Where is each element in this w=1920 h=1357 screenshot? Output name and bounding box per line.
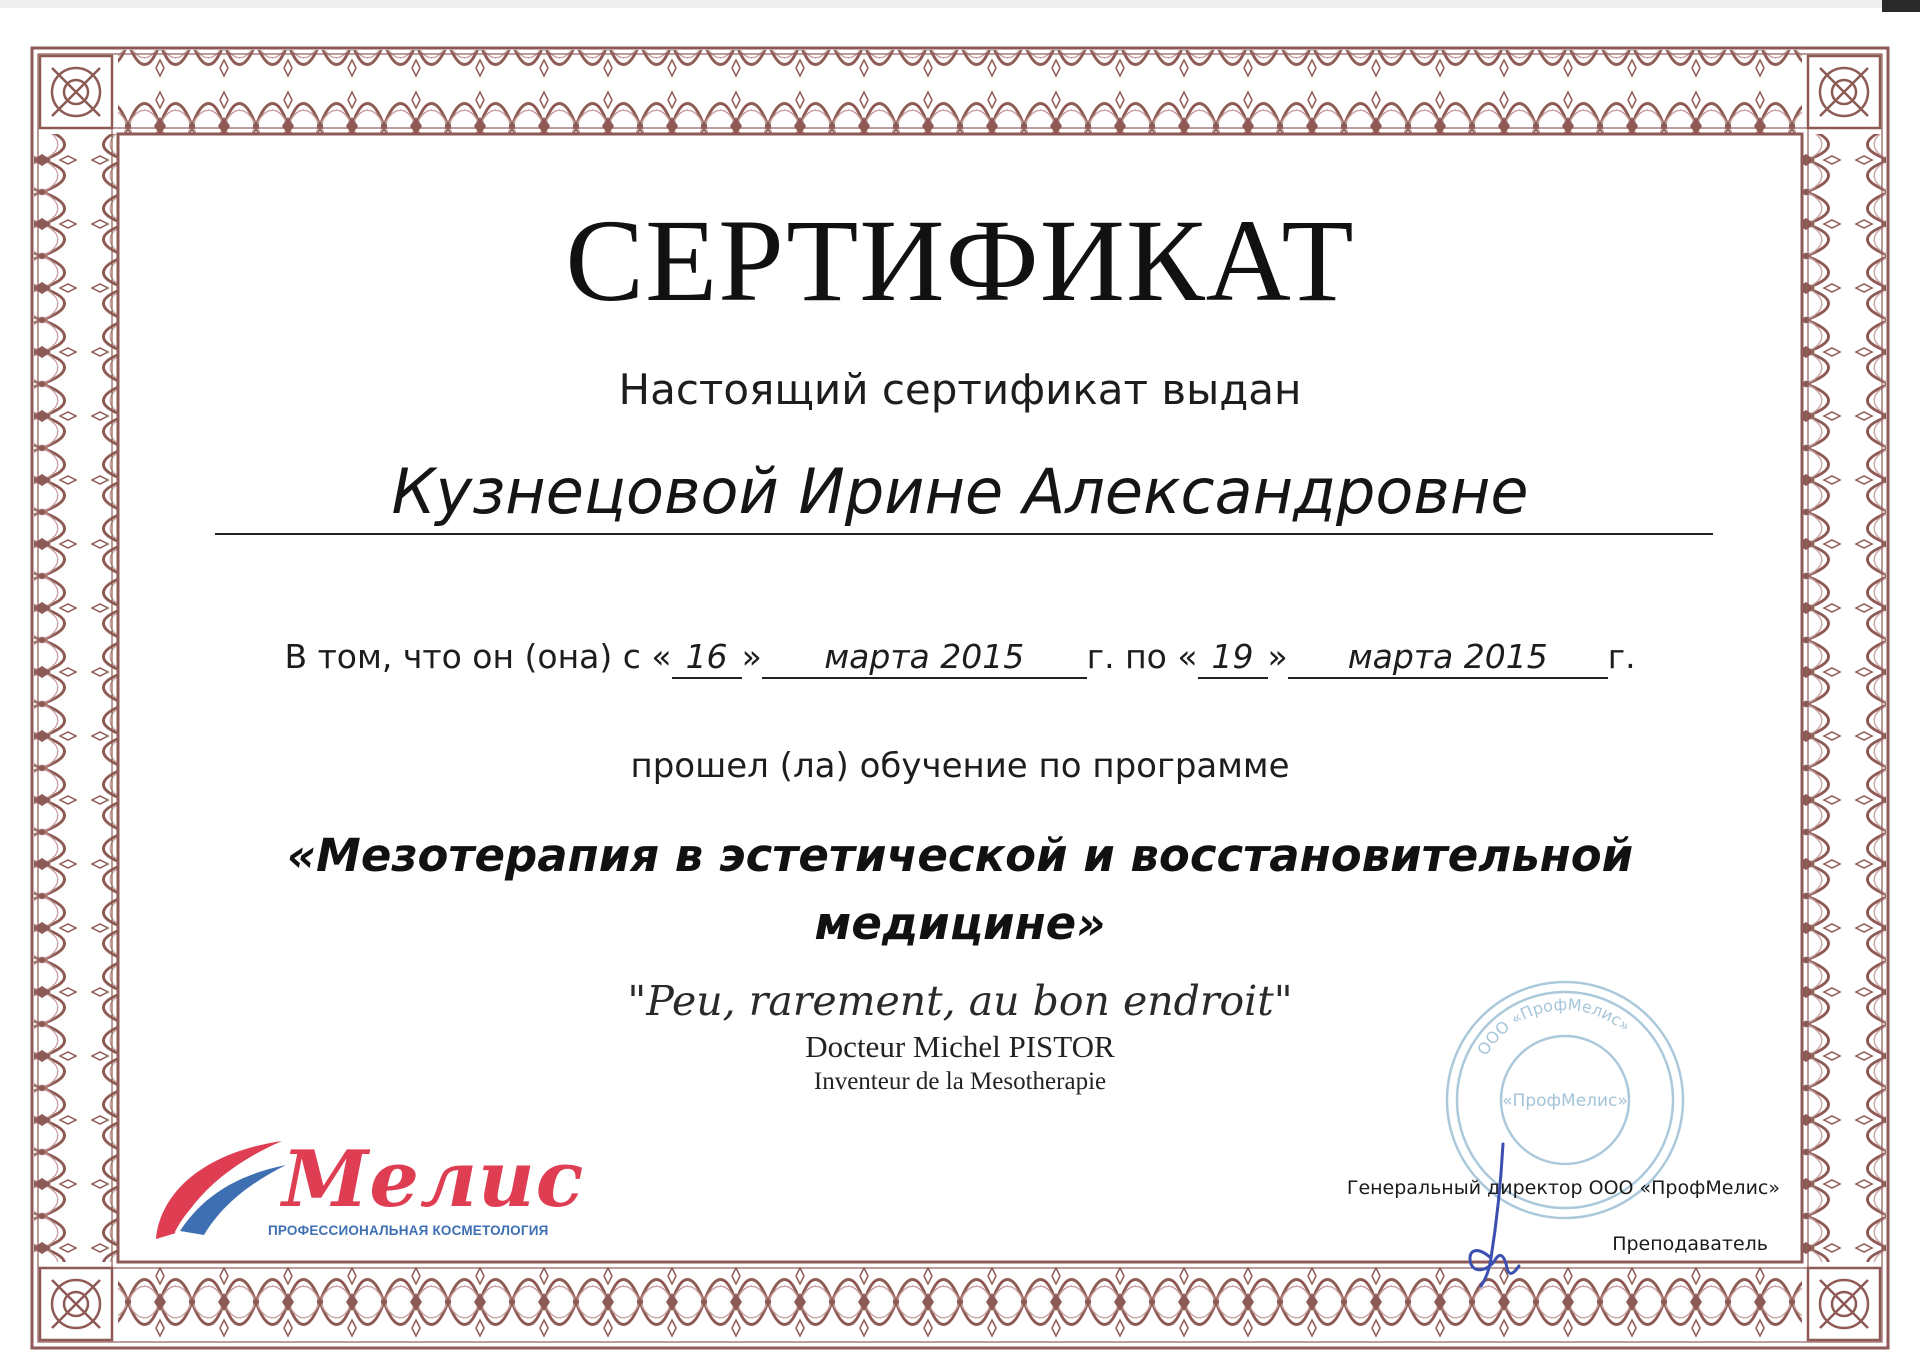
training-dates [0, 627, 1920, 687]
stamp-center-text: «ПрофМелис» [1502, 1091, 1628, 1111]
start-month-year: марта 2015 [762, 637, 1087, 679]
director-caption: Генеральный директор ООО «ПрофМелис» [1346, 1177, 1780, 1199]
melis-logo [150, 1134, 585, 1245]
dates-quote-close-2: » [1267, 637, 1288, 676]
program-title-line-1: «Мезотерапия в эстетической и восстановительной [286, 829, 1634, 882]
start-day: 16 [672, 637, 742, 679]
stamp-ring-text: ООО «ПрофМелис» [1473, 994, 1635, 1059]
dates-quote-close-1: » [741, 637, 762, 676]
certificate-title: СЕРТИФИКАТ [565, 195, 1355, 326]
end-month-year: марта 2015 [1288, 637, 1608, 679]
end-day: 19 [1198, 637, 1268, 679]
logo-tagline: ПРОФЕССИОНАЛЬНАЯ КОСМЕТОЛОГИЯ [268, 1223, 549, 1238]
dates-suffix: г. [1607, 637, 1636, 676]
trained-text: прошел (ла) обучение по программе [630, 746, 1290, 786]
quote-author-role: Inventeur de la Mesotherapie [813, 1068, 1107, 1095]
quote-author: Docteur Michel PISTOR [805, 1029, 1115, 1064]
program-title [0, 822, 1920, 958]
teacher-caption: Преподаватель [1612, 1233, 1768, 1255]
quote: "Peu, rarement, au bon endroit" [627, 977, 1293, 1025]
recipient-name: Кузнецовой Ирине Александровне [391, 455, 1529, 528]
logo-wordmark: Мелис [282, 1134, 585, 1225]
program-title-line-2: медицине» [814, 897, 1106, 950]
dates-middle: г. по « [1086, 637, 1198, 676]
certificate-subtitle: Настоящий сертификат выдан [618, 365, 1302, 414]
signature [1455, 1140, 1545, 1290]
dates-prefix: В том, что он (она) с « [284, 637, 672, 676]
recipient-underline [215, 533, 1713, 535]
